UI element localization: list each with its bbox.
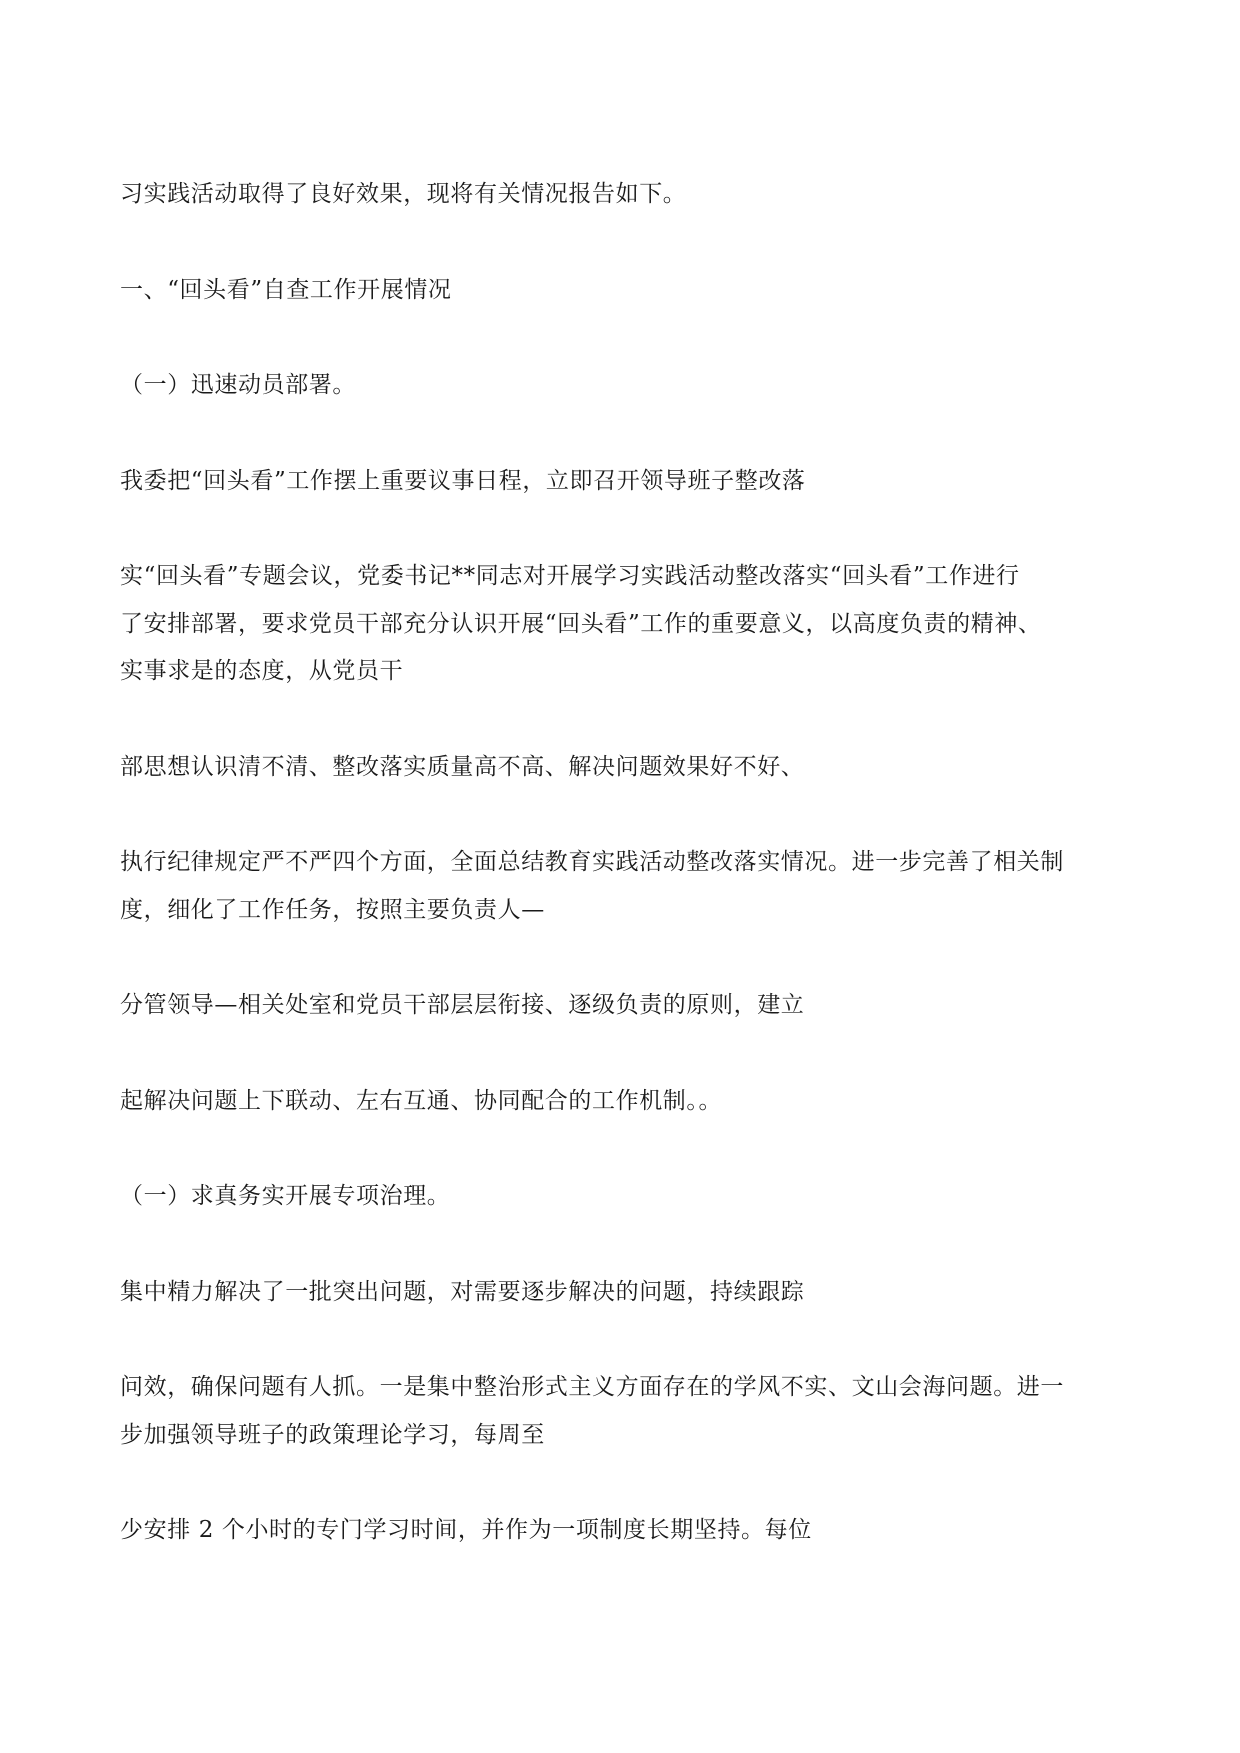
text-line: 部思想认识清不清、整改落实质量高不高、解决问题效果好不好、 (120, 754, 805, 780)
text-line: 实“回头看”专题会议，党委书记**同志对开展学习实践活动整改落实“回头看”工作进行 (120, 563, 1020, 589)
subsection-heading: （一）求真务实开展专项治理。 (120, 1183, 451, 1209)
subsection-heading: （一）迅速动员部署。 (120, 372, 356, 398)
text-line: 少安排 2 个小时的专门学习时间，并作为一项制度长期坚持。每位 (120, 1517, 812, 1543)
section-heading: 一、“回头看”自查工作开展情况 (120, 277, 452, 303)
text-line: 步加强领导班子的政策理论学习，每周至 (120, 1422, 545, 1448)
text-line: 集中精力解决了一批突出问题，对需要逐步解决的问题，持续跟踪 (120, 1279, 805, 1305)
text-line: 习实践活动取得了良好效果，现将有关情况报告如下。 (120, 181, 687, 207)
text-line: 起解决问题上下联动、左右互通、协同配合的工作机制。。 (120, 1088, 723, 1114)
text-line: 实事求是的态度，从党员干 (120, 658, 404, 684)
text-line: 了安排部署，要求党员干部充分认识开展“回头看”工作的重要意义，以高度负责的精神、 (120, 611, 1042, 637)
text-line: 我委把“回头看”工作摆上重要议事日程，立即召开领导班子整改落 (120, 468, 806, 494)
text-line: 问效，确保问题有人抓。一是集中整治形式主义方面存在的学风不实、文山会海问题。进一 (120, 1374, 1064, 1400)
text-line: 分管领导—相关处室和党员干部层层衔接、逐级负责的原则，建立 (120, 992, 805, 1018)
text-line: 执行纪律规定严不严四个方面，全面总结教育实践活动整改落实情况。进一步完善了相关制 (120, 849, 1064, 875)
text-line: 度，细化了工作任务，按照主要负责人— (120, 897, 545, 923)
